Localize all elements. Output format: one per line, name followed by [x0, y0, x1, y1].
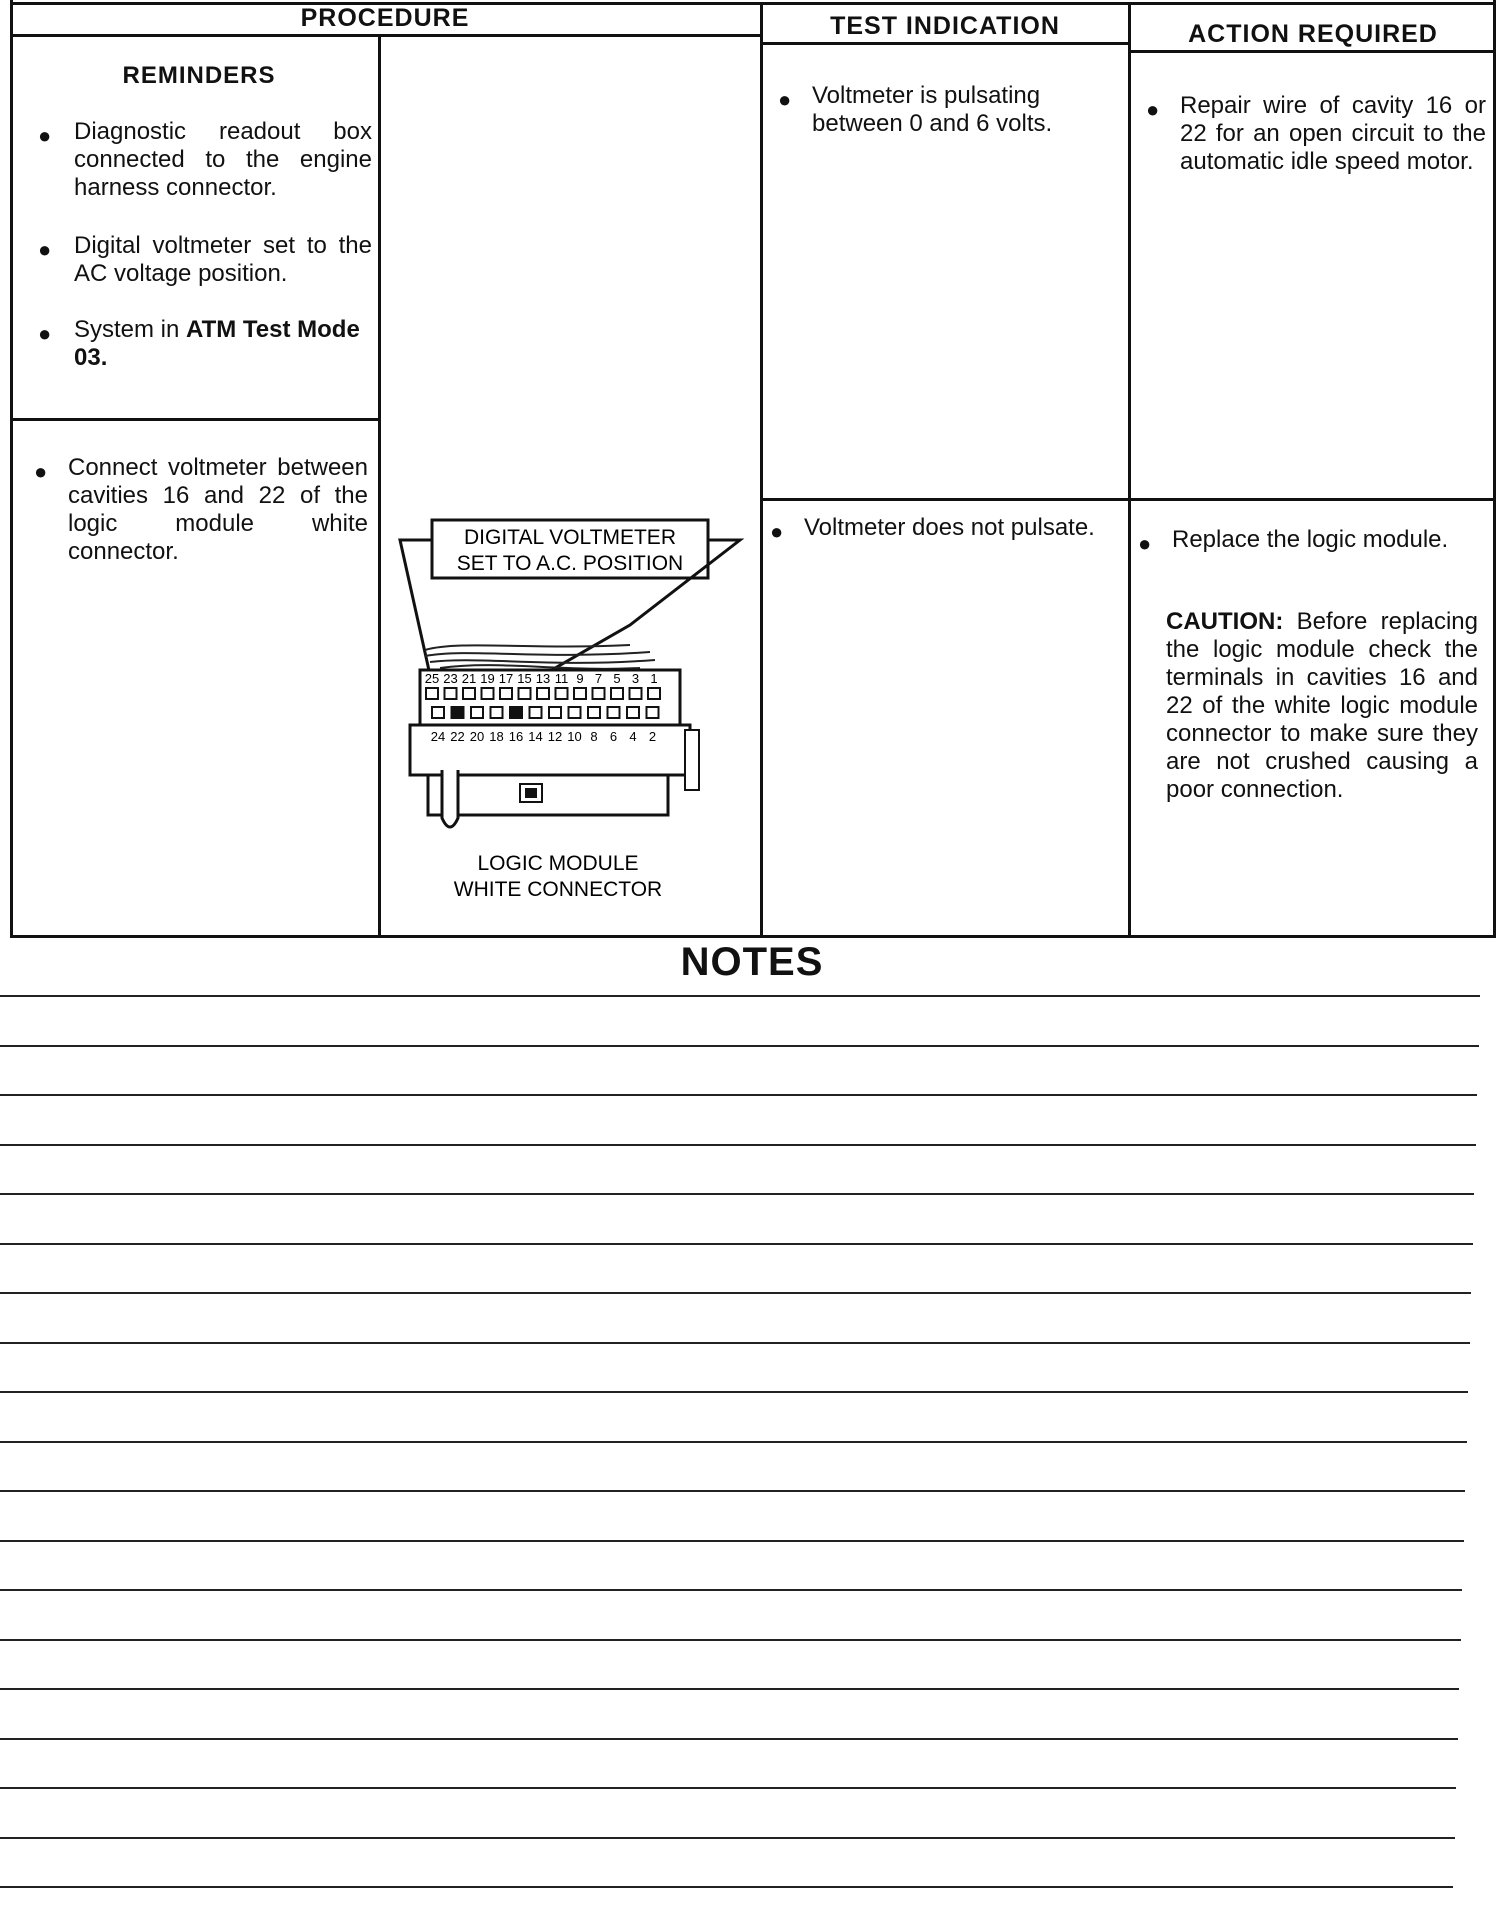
note-line: [0, 1738, 1458, 1740]
action-header-rule: [1130, 50, 1496, 53]
cavity-top: [537, 688, 549, 699]
cavity-top: [630, 688, 642, 699]
pin-number-bottom: 14: [528, 729, 543, 744]
pin-number-bottom: 8: [590, 729, 598, 744]
cavity-bottom: [549, 707, 561, 718]
cavity-bottom-probed: [452, 707, 464, 718]
reminder-item-mode: ATM Test Mode 03.: [74, 316, 360, 371]
note-line: [0, 1787, 1456, 1789]
cavity-bottom-probed: [510, 707, 522, 718]
pin-number-bottom: 16: [508, 729, 524, 744]
connector-key: [525, 788, 537, 798]
connector-lock-tab: [442, 770, 458, 827]
cavity-bottom: [491, 707, 503, 718]
cavity-bottom: [588, 707, 600, 718]
reminders-title: REMINDERS: [122, 62, 276, 89]
cavity-top: [574, 688, 586, 699]
pin-number-top: 23: [443, 671, 458, 686]
note-line: [0, 1045, 1479, 1047]
pin-number-top: 21: [461, 671, 477, 686]
cavity-bottom: [530, 707, 542, 718]
cavity-top: [648, 688, 660, 699]
action-replace-module: Replace the logic module.: [1172, 526, 1449, 553]
callout-line-1: DIGITAL VOLTMETER: [464, 526, 676, 549]
connector-base: [428, 775, 668, 815]
reminder-item-system-mode: [74, 316, 372, 372]
note-line: [0, 1441, 1467, 1443]
note-line: [0, 1292, 1471, 1294]
caution-text: Before replacing the logic module check the terminals in cavities 16 and 22 of the white logic module connector to make sure they are not crushed causing a poor connection.: [1166, 608, 1478, 803]
bullet-icon: ●: [38, 321, 52, 346]
procedure-step: Connect voltmeter between cavities 16 and 22 of the logic module white connector.: [68, 454, 368, 565]
cavity-top: [445, 688, 457, 699]
cavity-top: [482, 688, 494, 699]
callout-line-2: SET TO A.C. POSITION: [456, 552, 684, 575]
cavity-bottom: [569, 707, 581, 718]
note-line: [0, 1342, 1470, 1344]
cavity-top: [500, 688, 512, 699]
pin-number-bottom: 6: [609, 729, 618, 744]
note-line: [0, 1688, 1459, 1690]
pin-number-top: 25: [424, 671, 440, 686]
bullet-icon: ●: [778, 87, 792, 112]
notes-title: NOTES: [680, 940, 824, 984]
bullet-icon: ●: [1138, 531, 1152, 556]
bullet-icon: ●: [1146, 97, 1160, 122]
procedure-header-rule: [10, 34, 762, 37]
results-row-rule: [760, 498, 1496, 501]
pin-number-top: 3: [631, 671, 640, 686]
cavity-bottom: [647, 707, 659, 718]
pin-number-bottom: 18: [489, 729, 504, 744]
note-line: [0, 1490, 1465, 1492]
reminder-item-prefix: System in: [74, 316, 187, 343]
bullet-icon: ●: [38, 123, 52, 148]
action-repair-wire: Repair wire of cavity 16 or 22 for an open circuit to the automatic idle speed motor.: [1180, 92, 1486, 175]
note-line: [0, 1094, 1477, 1096]
pin-number-top: 5: [613, 671, 621, 686]
note-line: [0, 1243, 1473, 1245]
pin-number-bottom: 2: [648, 729, 657, 744]
note-line: [0, 1144, 1476, 1146]
cavity-bottom: [471, 707, 483, 718]
test-indication-no-pulse: Voltmeter does not pulsate.: [804, 514, 1095, 541]
pin-number-top: 11: [554, 671, 569, 686]
test-indication-pulsating: Voltmeter is pulsating between 0 and 6 volts.: [812, 82, 1053, 137]
pin-number-top: 15: [517, 671, 532, 686]
bullet-icon: ●: [34, 459, 48, 484]
note-line: [0, 1639, 1461, 1641]
cavity-top: [519, 688, 531, 699]
connector-latch: [685, 730, 699, 790]
note-line: [0, 1391, 1468, 1393]
pin-number-bottom: 12: [547, 729, 563, 744]
cavity-top: [556, 688, 568, 699]
note-line: [0, 1193, 1474, 1195]
pin-number-top: 17: [498, 671, 514, 686]
note-line: [0, 1837, 1455, 1839]
pin-number-bottom: 10: [567, 729, 582, 744]
cavity-top: [463, 688, 475, 699]
bullet-icon: ●: [38, 237, 52, 262]
diagram-caption-line-2: WHITE CONNECTOR: [453, 878, 663, 900]
action-column-divider: [1128, 2, 1131, 938]
caution-note: [1166, 608, 1478, 804]
cavity-bottom: [432, 707, 444, 718]
reminder-item: Digital voltmeter set to the AC voltage position.: [74, 232, 372, 287]
pin-number-bottom: 22: [450, 729, 465, 744]
pin-number-bottom: 24: [430, 729, 446, 744]
pin-number-top: 9: [576, 671, 584, 686]
pin-number-bottom: 20: [469, 729, 485, 744]
logic-module-connector-diagram: [380, 500, 760, 900]
test-indication-header: TEST INDICATION: [830, 12, 1060, 40]
reminder-item: Diagnostic readout box connected to the engine harness connector.: [74, 118, 372, 201]
pin-number-bottom: 4: [629, 729, 637, 744]
note-line: [0, 1540, 1464, 1542]
cavity-top: [593, 688, 605, 699]
pin-number-top: 1: [650, 671, 658, 686]
note-line: [0, 1589, 1462, 1591]
cavity-top: [426, 688, 438, 699]
cavity-bottom: [627, 707, 639, 718]
pin-number-top: 19: [480, 671, 495, 686]
note-line: [0, 995, 1480, 997]
note-line: [0, 1886, 1453, 1888]
bullet-icon: ●: [770, 519, 784, 544]
test-header-rule: [762, 42, 1130, 45]
procedure-header: PROCEDURE: [300, 4, 470, 32]
test-column-divider: [760, 2, 763, 938]
action-required-header: ACTION REQUIRED: [1188, 20, 1438, 48]
wire-harness: [425, 645, 655, 669]
reminders-row-rule: [10, 418, 378, 421]
pin-number-top: 13: [535, 671, 551, 686]
pin-number-top: 7: [594, 671, 603, 686]
caution-label: CAUTION:: [1166, 608, 1284, 635]
cavity-top: [611, 688, 623, 699]
diagram-caption-line-1: LOGIC MODULE: [477, 852, 639, 875]
cavity-bottom: [608, 707, 620, 718]
